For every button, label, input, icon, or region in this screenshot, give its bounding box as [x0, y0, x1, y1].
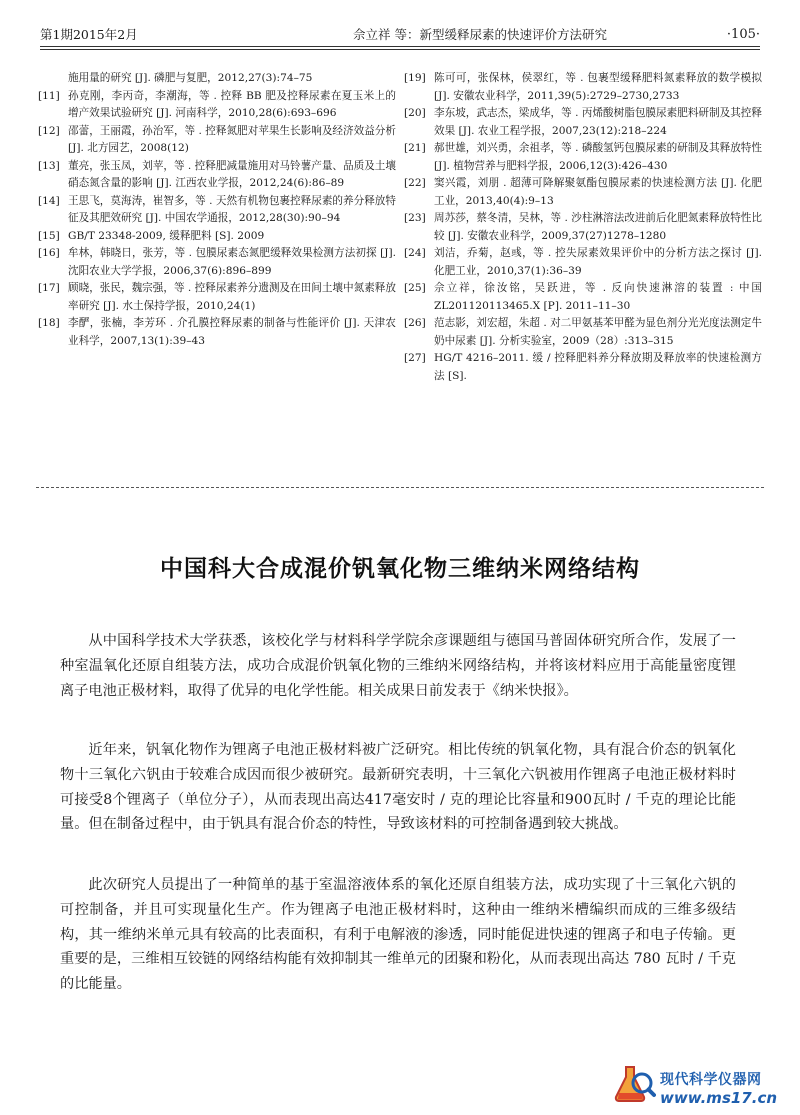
reference-number: [15] [38, 229, 60, 242]
reference-number: [17] [38, 282, 60, 294]
reference-number: [14] [38, 194, 60, 207]
reference-number: [26] [404, 317, 426, 329]
reference-number: [22] [404, 177, 426, 189]
reference-text: 邵蕾，王丽霞，孙治军，等 . 控释氮肥对苹果生长影响及经济效益分析 [J]. 北方园艺，2008(12) [68, 124, 396, 154]
reference-item [38, 315, 396, 350]
news-paragraph: 此次研究人员提出了一种简单的基于室温溶液体系的氧化还原自组装方法，成功实现了十三氧化六钒的可控制备，并且可实现量化生产。作为锂离子电池正极材料时，这种由一维纳米槽编织而成的三维多级结构，其一维纳米单元具有较高的比表面积，有利于电解液的渗透，同时能促进快速的锂离子和电子传输。更重要的是，三维相互铰链的网络结构能有效抑制其一维单元的团聚和粉化，从而表现出高达 780 瓦时 / 千克的比能量。 [60, 877, 736, 993]
reference-item [404, 245, 762, 280]
reference-item [404, 175, 762, 210]
reference-number: [11] [38, 89, 60, 102]
news-title: 中国科大合成混价钒氧化物三维纳米网络结构 [160, 556, 640, 582]
reference-text: 窦兴霞，刘朋 . 超薄可降解聚氨酯包膜尿素的快速检测方法 [J]. 化肥工业，2013,40(4):9–13 [434, 177, 762, 207]
reference-text: 刘洁，乔菊，赵彧，等 . 控失尿素效果评价中的分析方法之探讨 [J]. 化肥工业，2010,37(1):36–39 [434, 247, 762, 277]
references-section [38, 70, 762, 385]
reference-text: 范志影，刘宏超，朱超 . 对二甲氨基苯甲醛为显色剂分光光度法测定牛奶中尿素 [J]. 分析实验室，2009（28）:313–315 [434, 317, 762, 347]
running-header [40, 24, 760, 44]
reference-text: 王思飞，莫海涛，崔智多，等 . 天然有机物包裹控释尿素的养分释放特征及其肥效研究 [J]. 中国农学通报，2012,28(30):90–94 [68, 194, 396, 224]
reference-item [404, 105, 762, 140]
reference-text: HG/T 4216–2011. 缓 / 控释肥料养分释放期及释放率的快速检测方法 [S]. [434, 352, 762, 382]
site-logo[interactable] [612, 1057, 790, 1107]
logo-text [660, 1069, 777, 1107]
reference-item [404, 210, 762, 245]
reference-text: GB/T 23348-2009, 缓释肥料 [S]. 2009 [68, 229, 265, 242]
logo-url: www.ms17.cn [660, 1089, 778, 1107]
header-rule [40, 46, 760, 47]
reference-item [404, 350, 762, 385]
reference-number: [19] [404, 72, 426, 84]
references-right-column [404, 70, 762, 385]
magnifier-flask-icon [612, 1063, 656, 1107]
reference-item [38, 123, 396, 158]
article-running-title: 佘立祥 等：新型缓释尿素的快速评价方法研究 [353, 27, 607, 42]
reference-continuation: 施用量的研究 [J]. 磷肥与复肥，2012,27(3):74–75 [68, 72, 313, 84]
reference-item [404, 280, 762, 315]
reference-text: 李东坡，武志杰，梁成华，等 . 丙烯酸树脂包膜尿素肥料研制及其控释效果 [J]. 农业工程学报，2007,23(12):218–224 [434, 107, 762, 137]
reference-number: [25] [404, 282, 426, 294]
reference-text: 郝世雄，刘兴勇，余祖孝，等 . 磷酸氢钙包膜尿素的研制及其释放特性 [J]. 植物营养与肥料学报，2006,12(3):426–430 [434, 142, 762, 172]
reference-item [38, 88, 396, 123]
reference-item [404, 315, 762, 350]
reference-number: [16] [38, 247, 60, 259]
section-divider [36, 487, 764, 488]
page-number: ·105· [726, 26, 760, 42]
reference-number: [24] [404, 247, 426, 259]
reference-text: 佘立祥，徐汝铭，吴跃进，等 . 反向快速淋溶的装置 : 中国 ZL201120113465.X [P]. 2011–11–30 [434, 282, 762, 312]
reference-item [38, 228, 396, 246]
reference-text: 董亮，张玉凤，刘苹，等 . 控释肥减量施用对马铃薯产量、品质及土壤硝态氮含量的影响 [J]. 江西农业学报，2012,24(6):86–89 [68, 159, 396, 189]
reference-item [38, 245, 396, 280]
logo-name: 现代科学仪器网 [660, 1072, 762, 1088]
reference-text: 顾晓，张民，魏宗强，等 . 控释尿素养分遗测及在田间土壤中氮素释放率研究 [J]. 水土保持学报，2010,24(1) [68, 282, 396, 312]
reference-number: [23] [404, 212, 426, 224]
reference-item [404, 140, 762, 175]
reference-number: [18] [38, 317, 60, 329]
reference-number: [21] [404, 142, 426, 154]
references-left-column [38, 70, 396, 385]
header-rule-thin [40, 49, 760, 50]
news-paragraph: 从中国科学技术大学获悉，该校化学与材料科学学院余彦课题组与德国马普固体研究所合作，发展了一种室温氧化还原自组装方法，成功合成混价钒氧化物的三维纳米网络结构，并将该材料应用于高能量密度锂离子电池正极材料，取得了优异的电化学性能。相关成果日前发表于《纳米快报》。 [60, 633, 736, 699]
reference-text: 周苏莎，蔡冬清，吴林，等 . 沙柱淋溶法改进前后化肥氮素释放特性比较 [J]. 安徽农业科学，2009,37(27)1278–1280 [434, 212, 762, 242]
news-paragraph: 近年来，钒氧化物作为锂离子电池正极材料被广泛研究。相比传统的钒氧化物，具有混合价态的钒氧化物十三氧化六钒由于较难合成因而很少被研究。最新研究表明，十三氧化六钒被用作锂离子电池正极材料时可接受8个锂离子（单位分子），从而表现出高达417毫安时 / 克的理论比容量和900瓦时 / 千克的理论比能量。但在制备过程中，由于钒具有混合价态的特性，导致该材料的可控制备遇到较大挑战。 [60, 742, 736, 833]
reference-item [404, 70, 762, 105]
reference-text: 李酽，张楠，李芳环 . 介孔膜控释尿素的制备与性能评价 [J]. 天津农业科学，2007,13(1):39–43 [68, 317, 396, 347]
reference-number: [20] [404, 107, 426, 119]
reference-item [38, 193, 396, 228]
reference-text: 陈可可，张保林，侯翠红，等 . 包裹型缓释肥料氮素释放的数学模拟 [J]. 安徽农业科学，2011,39(5):2729–2730,2733 [434, 72, 762, 102]
reference-text: 牟林，韩晓日，张芳，等 . 包膜尿素态氮肥缓释效果检测方法初探 [J]. 沈阳农业大学学报，2006,37(6):896–899 [68, 247, 396, 277]
journal-issue: 第1期2015年2月 [40, 27, 138, 42]
reference-number: [13] [38, 159, 60, 172]
reference-text: 孙克刚，李丙奇，李潮海，等 . 控释 BB 肥及控释尿素在夏玉米上的增产效果试验研究 [J]. 河南科学，2010,28(6):693–696 [68, 89, 396, 119]
reference-number: [12] [38, 124, 60, 137]
reference-item [38, 280, 396, 315]
reference-number: [27] [404, 352, 426, 364]
reference-item [38, 158, 396, 193]
